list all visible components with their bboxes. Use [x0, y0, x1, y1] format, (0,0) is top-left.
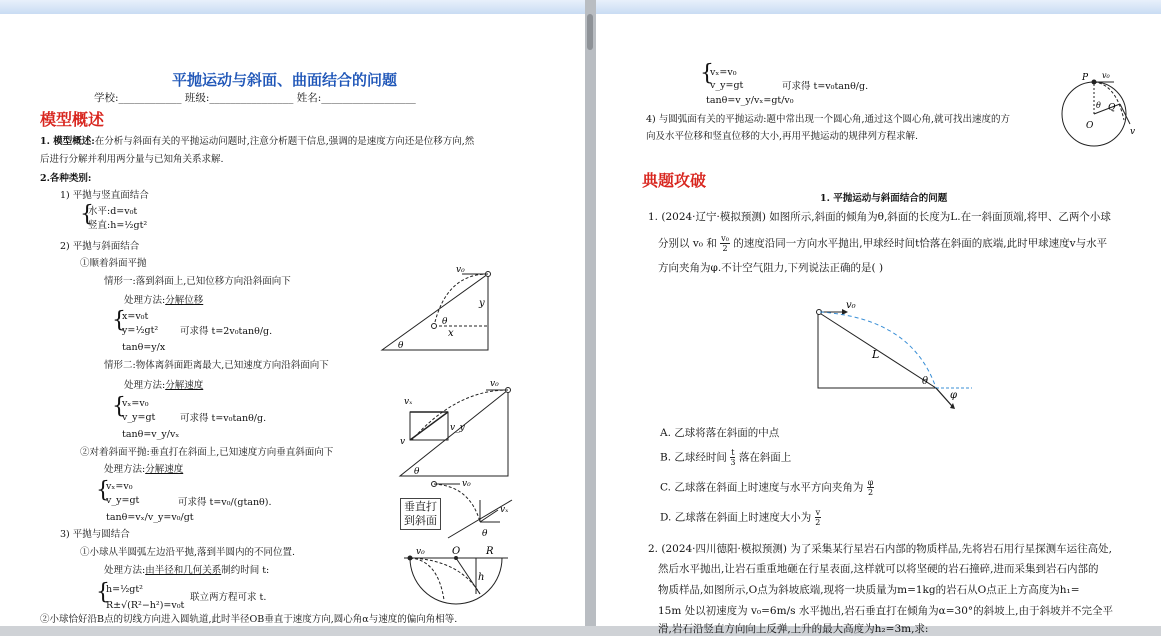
- method-displacement: 分解位移: [165, 295, 204, 306]
- brace: {: [96, 580, 110, 605]
- perp-label-2: 到斜面: [404, 514, 437, 527]
- case1-eq-2: tanθ=y/x: [122, 342, 166, 353]
- case3-result: 可求得 t=v₀/(gtanθ).: [178, 497, 272, 508]
- figure-q1-slope: [812, 296, 982, 416]
- case2-eq-0: vₓ=v₀: [122, 398, 149, 409]
- top-eq-0: vₓ=v₀: [710, 67, 737, 78]
- case3-eq-1: v_y=gt: [106, 495, 140, 506]
- label-h: h: [478, 572, 485, 583]
- brace: {: [80, 202, 94, 227]
- perp-label-1: 垂直打: [404, 500, 437, 513]
- q2-line-1: 2. (2024·四川德阳·模拟预测) 为了采集某行星岩石内部的物质样品,先将岩石用行星探测车运往高处,: [648, 543, 1112, 555]
- category-3b: ②小球恰好沿B点的切线方向进入圆轨道,此时半径OB垂直于速度方向,圆心角α与速度的偏向角相等.: [40, 614, 458, 625]
- top-result: 可求得 t=v₀tanθ/g.: [782, 81, 869, 92]
- case-2: 情形二:物体离斜面距离最大,已知速度方向沿斜面向下: [104, 360, 329, 371]
- q2-line-4: 15m 处以初速度为 v₀=6m/s 水平抛出,岩石垂直打在倾角为α=30°的斜坡上,由于斜坡并不完全平: [658, 605, 1114, 617]
- case2-eq-1: v_y=gt: [122, 412, 156, 423]
- frac-num: v: [815, 508, 821, 517]
- q1-line-2: [658, 234, 1107, 253]
- option-d-fraction: [815, 508, 822, 527]
- p4-line-2: 向及水平位移和竖直位移的大小,再用平抛运动的规律列方程求解.: [646, 131, 919, 142]
- label-phi: φ: [950, 390, 958, 401]
- category-3: 3) 平抛与圆结合: [60, 529, 130, 540]
- perpendicular-label-box: [400, 498, 441, 530]
- sub-heading: 1. 平抛运动与斜面结合的问题: [820, 193, 948, 204]
- option-b[interactable]: [660, 448, 791, 467]
- method-1: [124, 294, 203, 307]
- top-eq-2: tanθ=v_y/vₓ=gt/v₀: [706, 95, 794, 106]
- figure-slope-displacement: [376, 256, 496, 356]
- scrollbar-thumb[interactable]: [587, 14, 593, 50]
- label-theta: θ: [1096, 101, 1101, 110]
- label-v0: v₀: [456, 265, 465, 275]
- page-gutter: [585, 0, 596, 626]
- frac-num: v₀: [721, 234, 729, 243]
- brace: {: [700, 61, 714, 86]
- eq-vertical: 竖直:h=½gt²: [88, 220, 148, 231]
- label-overview: 1. 模型概述:: [40, 136, 95, 147]
- label-O: O: [452, 546, 461, 557]
- frac-den: 2: [815, 518, 821, 527]
- frac-den: 2: [722, 244, 728, 253]
- label-v0: v₀: [416, 547, 425, 557]
- brace: {: [96, 478, 110, 503]
- method-velocity: 分解速度: [165, 380, 204, 391]
- q1-line-1: 1. (2024·辽宁·模拟预测) 如图所示,斜面的倾角为θ,斜面的长度为L.在一斜面顶端,将甲、乙两个小球: [648, 211, 1111, 223]
- label-vy: v_y: [450, 423, 465, 433]
- p4-line-1: 4) 与圆弧面有关的平抛运动:题中常出现一个圆心角,通过这个圆心角,就可找出速度的方: [646, 114, 1011, 125]
- method-4: [104, 564, 269, 577]
- label-x: x: [448, 328, 454, 339]
- label-vx: vₓ: [500, 505, 509, 515]
- category-2: 2) 平抛与斜面结合: [60, 241, 140, 252]
- label-L: L: [872, 348, 880, 361]
- option-a[interactable]: [660, 426, 779, 440]
- case2-eq-2: tanθ=v_y/vₓ: [122, 429, 180, 440]
- label-v: v: [400, 437, 406, 447]
- label-v0: v₀: [1102, 71, 1110, 80]
- viewer-toolbar: [0, 0, 1161, 14]
- case3-eq-2: tanθ=vₓ/v_y=v₀/gt: [106, 512, 194, 523]
- frac-num: t: [731, 448, 735, 457]
- q1-line2a: 分别以 v₀ 和: [658, 237, 717, 250]
- method-geometry-suffix: 制约时间 t:: [221, 565, 270, 576]
- case2-result: 可求得 t=v₀tanθ/g.: [180, 413, 267, 424]
- frac-num: φ: [867, 478, 874, 487]
- label-theta: θ: [398, 341, 404, 351]
- category-2b: ②对着斜面平抛:垂直打在斜面上,已知速度方向垂直斜面向下: [80, 447, 334, 458]
- q2-line-2: 然后水平抛出,让岩石重重地砸在行星表面,这样就可以将坚硬的岩石撞碎,进而采集到岩石内部的: [658, 563, 1099, 575]
- q2-line-5: 滑,岩石沿竖直方向向上反弹,上升的最大高度为h₂=3m,求:: [658, 623, 929, 635]
- method-prefix: 处理方法:: [124, 380, 166, 391]
- case1-result: 可求得 t=2v₀tanθ/g.: [180, 326, 273, 337]
- info-line: 学校:____________ 班级:________________ 姓名:__________________: [94, 92, 416, 104]
- eq-horizontal: 水平:d=v₀t: [88, 206, 138, 217]
- option-c-label: C. 乙球落在斜面上时速度与水平方向夹角为: [660, 481, 864, 494]
- option-b-tail: 落在斜面上: [738, 451, 792, 464]
- label-categories: 2.各种类别:: [40, 173, 92, 184]
- option-d[interactable]: [660, 508, 821, 527]
- label-theta: θ: [482, 529, 488, 539]
- brace: {: [112, 308, 126, 333]
- option-d-label: D. 乙球落在斜面上时速度大小为: [660, 511, 812, 524]
- document-page-left: [0, 14, 585, 626]
- method-prefix: 处理方法:: [104, 464, 146, 475]
- label-P: P: [1082, 73, 1089, 83]
- figure-circle: [1058, 66, 1148, 152]
- document-page-right: [596, 14, 1161, 635]
- method-prefix: 处理方法:: [104, 565, 146, 576]
- label-theta: θ: [442, 317, 448, 327]
- figure-slope-velocity: [396, 374, 516, 480]
- section-heading-overview: 模型概述: [40, 110, 105, 129]
- text-overview-2: 后进行分解并利用两分量与已知角关系求解.: [40, 154, 224, 165]
- method-prefix: 处理方法:: [124, 295, 166, 306]
- category-2a: ①顺着斜面平抛: [80, 258, 147, 269]
- figure-semicircle: [400, 542, 512, 626]
- method-velocity: 分解速度: [145, 464, 184, 475]
- circle-eq-0: h=½gt²: [106, 584, 143, 595]
- circle-result: 联立两方程可求 t.: [190, 592, 267, 603]
- frac-den: 2: [867, 488, 874, 497]
- section-heading-examples: 典题攻破: [642, 171, 707, 190]
- label-theta: θ: [922, 376, 929, 387]
- label-Q: Q: [1108, 103, 1116, 113]
- option-c[interactable]: [660, 478, 874, 497]
- case-1: 情形一:落到斜面上,已知位移方向沿斜面向下: [104, 276, 291, 287]
- label-y: y: [479, 298, 485, 309]
- label-O: O: [1086, 121, 1094, 131]
- option-b-fraction: [730, 448, 735, 467]
- label-vx: vₓ: [404, 397, 413, 407]
- option-a-label: A. 乙球将落在斜面的中点: [660, 427, 780, 439]
- label-v0: v₀: [462, 479, 471, 489]
- method-2: [124, 379, 203, 392]
- case1-eq-0: x=v₀t: [122, 311, 149, 322]
- category-1: 1) 平抛与竖直面结合: [60, 190, 149, 201]
- label-theta: θ: [414, 467, 420, 477]
- q1-line2b: 的速度沿同一方向水平抛出,甲球经时间t恰落在斜面的底端,此时甲球速度v与水平: [733, 237, 1108, 250]
- q2-line-3: 物质样品,如图所示,O点为斜坡底端,现将一块质量为m=1kg的岩石从O点正上方高度为h₁=: [658, 584, 1080, 596]
- label-v: v: [1130, 127, 1136, 137]
- circle-eq-1: R±√(R²−h²)=v₀t: [106, 600, 185, 611]
- q1-line-3: 方向夹角为φ.不计空气阻力,下列说法正确的是( ): [658, 262, 884, 274]
- page-title: 平抛运动与斜面、曲面结合的问题: [172, 71, 398, 89]
- method-3: [104, 463, 183, 476]
- frac-den: 3: [730, 458, 736, 467]
- paragraph-overview: [40, 135, 474, 148]
- label-v0: v₀: [846, 300, 856, 311]
- label-R: R: [486, 546, 494, 557]
- method-geometry: 由半径和几何关系: [145, 565, 222, 576]
- q1-fraction: [720, 234, 730, 253]
- case3-eq-0: vₓ=v₀: [106, 481, 133, 492]
- category-3a: ①小球从半圆弧左边沿平抛,落到半圆内的不同位置.: [80, 547, 296, 558]
- top-eq-1: v_y=gt: [710, 80, 744, 91]
- brace: {: [112, 394, 126, 419]
- label-v0: v₀: [490, 379, 499, 389]
- option-c-fraction: [867, 478, 875, 497]
- option-b-label: B. 乙球经时间: [660, 451, 727, 464]
- text-overview: 在分析与斜面有关的平抛运动问题时,注意分析题干信息,强调的是速度方向还是位移方向,然: [94, 136, 475, 147]
- case1-eq-1: y=½gt²: [122, 325, 159, 336]
